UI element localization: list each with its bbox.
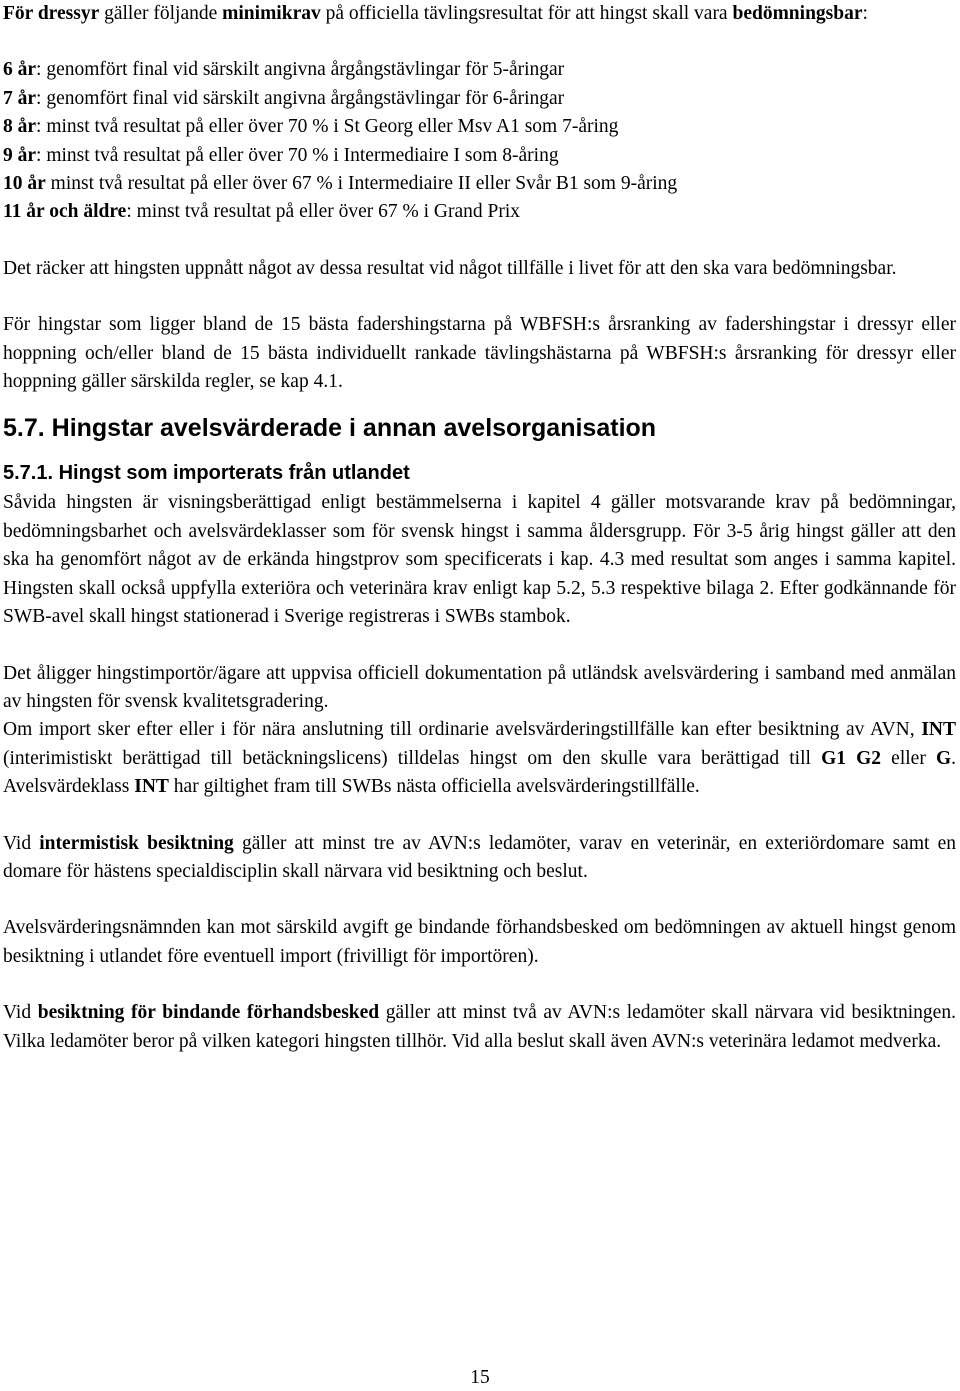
section-heading-5-7: 5.7. Hingstar avelsvärderade i annan avelsorganisation bbox=[3, 414, 657, 443]
spacer bbox=[3, 283, 956, 311]
page-number: 15 bbox=[470, 1367, 490, 1388]
spacer bbox=[3, 632, 956, 660]
requirement-item: 8 år: minst två resultat på eller över 70 % i St Georg eller Msv A1 som 7-åring bbox=[3, 116, 619, 138]
spacer bbox=[3, 28, 956, 56]
requirement-item: 6 år: genomfört final vid särskilt angivna årgångstävlingar för 5-åringar bbox=[3, 59, 565, 81]
wbfsh-paragraph: För hingstar som ligger bland de 15 bästa fadershingstarna på WBFSH:s årsranking av fadershingstar i dressyr eller hoppning och/eller bland de 15 bästa individuellt rankade tävlingshästarna på WBFSH:s årsranking för dressyr eller hoppning gäller särskilda regler, se kap 4.1. bbox=[3, 314, 956, 393]
spacer bbox=[3, 802, 956, 830]
document-page bbox=[3, 0, 956, 1056]
namnden-paragraph: Avelsvärderingsnämnden kan mot särskild avgift ge bindande förhandsbesked om bedömningen av aktuell hingst genom besiktning i utlandet före eventuell import (frivilligt för importören). bbox=[3, 917, 956, 967]
spacer bbox=[3, 971, 956, 999]
intro-paragraph: För dressyr gäller följande minimikrav på officiella tävlingsresultat för att hingst skall vara bedömningsbar: bbox=[3, 3, 868, 24]
aligger-paragraph: Det åligger hingstimportör/ägare att uppvisa officiell dokumentation på utländsk avelsvärdering i samband med anmälan av hingsten för svensk kvalitetsgradering. bbox=[3, 662, 956, 712]
requirement-item: 7 år: genomfört final vid särskilt angivna årgångstävlingar för 6-åringar bbox=[3, 87, 565, 109]
subsection-heading-5-7-1: 5.7.1. Hingst som importerats från utlandet bbox=[3, 462, 410, 485]
binding-paragraph: Vid besiktning för bindande förhandsbesked gäller att minst två av AVN:s ledamöter skall närvara vid besiktningen. Vilka ledamöter beror på vilken kategori hingsten tillhör. Vid alla beslut skall även AVN:s veterinära ledamot medverka. bbox=[3, 1002, 956, 1052]
spacer bbox=[3, 227, 956, 255]
import-paragraph: Om import sker efter eller i för nära anslutning till ordinarie avelsvärderingstillfälle kan efter besiktning av AVN, INT (interimistiskt berättigad till betäckningslicens) tilldelas hingst om den skulle vara berättigad till G1 G2 eller G. Avelsvärdeklass INT har giltighet fram till SWBs nästa officiella avelsvärderingstillfälle. bbox=[3, 719, 957, 798]
enough-paragraph: Det räcker att hingsten uppnått något av dessa resultat vid något tillfälle i livet för att den ska vara bedömningsbar. bbox=[3, 257, 897, 279]
spacer bbox=[3, 886, 956, 914]
requirements-list bbox=[3, 56, 956, 226]
intro-bold-dressyr: För dressyr bbox=[3, 3, 100, 24]
interim-paragraph: Vid intermistisk besiktning gäller att minst tre av AVN:s ledamöter, varav en veterinär, en exteriördomare samt en domare för hästens specialdisciplin skall närvara vid besiktning och beslut. bbox=[3, 832, 956, 882]
requirement-item: 9 år: minst två resultat på eller över 70 % i Intermediaire I som 8-åring bbox=[3, 144, 559, 166]
savida-paragraph: Såvida hingsten är visningsberättigad enligt bestämmelserna i kapitel 4 gäller motsvarande krav på bedömningar, bedömningsbarhet och avelsvärdeklasser som för svensk hingst i samma åldersgrupp. För 3-5 årig hingst gäller att den ska ha genomfört något av de erkända hingstprov som specificerats i kap. 4.3 med resultat som anges i samma kapitel. Hingsten skall också uppfylla exteriöra och veterinära krav enligt kap 5.2, 5.3 respektive bilaga 2. Efter godkännande för SWB-avel skall hingst stationerad i Sverige registreras i SWBs stambok. bbox=[3, 492, 956, 628]
requirement-item: 11 år och äldre: minst två resultat på eller över 67 % i Grand Prix bbox=[3, 201, 521, 223]
requirement-item: 10 år minst två resultat på eller över 67 % i Intermediaire II eller Svår B1 som 9-åring bbox=[3, 173, 678, 195]
